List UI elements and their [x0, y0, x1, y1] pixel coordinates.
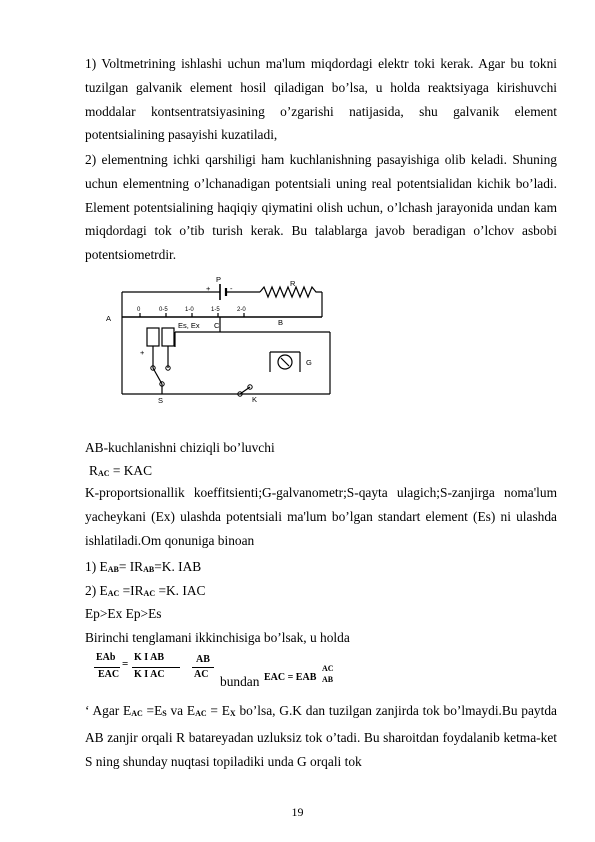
diagram-label-k: K [252, 395, 258, 404]
diagram-label-p: P [216, 275, 222, 284]
diagram-label-plus-cell: + [140, 348, 145, 357]
frac1-bar [94, 667, 120, 668]
diagram-scale-1: 0-5 [159, 307, 168, 313]
bundan-text: bundan [220, 674, 260, 689]
p4-a: ‘ Agar E [85, 703, 132, 718]
paragraph-4 [85, 699, 557, 773]
eq1-mid: = IR [118, 559, 144, 574]
diagram-label-g: G [306, 358, 312, 367]
p4-c: va E [166, 703, 196, 718]
paragraph-2: 2) elementning ichki qarshiligi ham kuchlanishning pasayishiga olib keladi. Shuning uchun elementning o’lchanadigan potentsiali uning real potentsialidan kichik bo’ladi. Element potentsialining haqiqiy qiymatini olish uchun, o’lchash jarayonida undan kam miqdordagi tok o’tib turish kerak. Bu talablarga javob beradigan o’lchov asbobi potentsiometrdir. [85, 152, 557, 263]
potentiometer-circuit-diagram [100, 272, 340, 407]
diagram-label-b: B [278, 318, 284, 327]
paragraph-3: K-proportsionallik koeffitsienti;G-galvanometr;S-qayta ulagich;S-zanjirga noma'lum yacheykani (Ex) ulashda potentsiali ma'lum bo’lgan standart element (Es) ni ulashda ishlatiladi.Om qonuniga binoan [85, 485, 557, 548]
diagram-scale-2: 1-0 [185, 307, 194, 313]
eq2-mid: =IR [119, 583, 144, 598]
diagram-label-plus-top: + [206, 284, 211, 293]
frac1-denominator: EAC [98, 669, 120, 680]
p4-sub4: X [229, 709, 236, 718]
eq2-post: =K. IAC [155, 583, 206, 598]
fraction-equation [88, 652, 348, 694]
eq2-sub2: AC [143, 589, 156, 598]
equation-2 [85, 581, 205, 604]
p4-sub1: AC [131, 709, 143, 718]
eq1-pre: 1) E [85, 559, 108, 574]
p4-sub3: AC [195, 709, 207, 718]
line-ep-inequalities: Ep>Ex Ep>Es [85, 606, 162, 621]
diagram-label-c: C [214, 321, 220, 330]
eq1-sub2: AB [143, 565, 155, 574]
formula-r-rest: = KAC [109, 463, 153, 478]
eq1-sub1: AB [107, 565, 119, 574]
formula-r-sub: AC [97, 469, 110, 478]
diagram-scale-0: 0 [137, 307, 141, 313]
line-ab-divider: AB-kuchlanishni chiziqli bo’luvchi [85, 440, 275, 455]
final-equation-numerator: AC [322, 664, 334, 673]
eq2-sub1: AC [107, 589, 120, 598]
paragraph-1: 1) Voltmetrining ishlashi uchun ma'lum miqdordagi elektr toki kerak. Agar bu tokni tuzilgan galvanik element hosil qiladigan bo’lsa, u holda reaktsiyaga kirishuvchi moddalar kontsentratsiyasining o’zgarishi natijasida, shu galvanik element potentsialining pasayishi kuzatiladi, [85, 56, 557, 143]
equation-1 [85, 557, 201, 580]
diagram-label-es-ex: Es, Ex [178, 321, 200, 330]
frac3-denominator: AC [194, 669, 209, 680]
frac2-numerator: K I AB [134, 652, 165, 663]
p4-e: bo’lsa, G.K dan tuzilgan zanjirda tok bo’lmaydi.Bu paytda AB zanjir orqali R batareyadan uzluksiz tok o’tadi. Bu sharoitdan foydalanib ketma-ket S ning shunday nuqtasi topiladiki unda G orqali tok [85, 703, 557, 769]
final-equation-left: EAC = EAB [264, 672, 317, 683]
frac1-numerator: EAb [96, 652, 116, 663]
equals-sign-1: = [122, 658, 129, 670]
formula-r-main: R [89, 463, 98, 478]
eq1-post: =K. IAB [154, 559, 202, 574]
frac2-denominator: K I AC [134, 669, 165, 680]
p4-sub2: S [162, 709, 167, 718]
final-equation-denominator: AB [322, 675, 334, 684]
eq2-pre: 2) E [85, 583, 108, 598]
p4-b: =E [142, 703, 163, 718]
diagram-label-a: A [106, 314, 112, 323]
diagram-label-minus-top: - [230, 284, 233, 293]
line-birinchi: Birinchi tenglamani ikkinchisiga bo’lsak, u holda [85, 630, 350, 645]
diagram-scale-4: 2-0 [237, 307, 246, 313]
diagram-label-s: S [158, 396, 164, 405]
frac3-bar [192, 667, 214, 668]
diagram-label-r: R [290, 279, 296, 288]
page-number: 19 [291, 805, 304, 819]
diagram-scale-3: 1-5 [211, 307, 220, 313]
frac3-numerator: AB [196, 654, 210, 665]
frac2-bar [132, 667, 180, 668]
p4-d: = E [206, 703, 230, 718]
